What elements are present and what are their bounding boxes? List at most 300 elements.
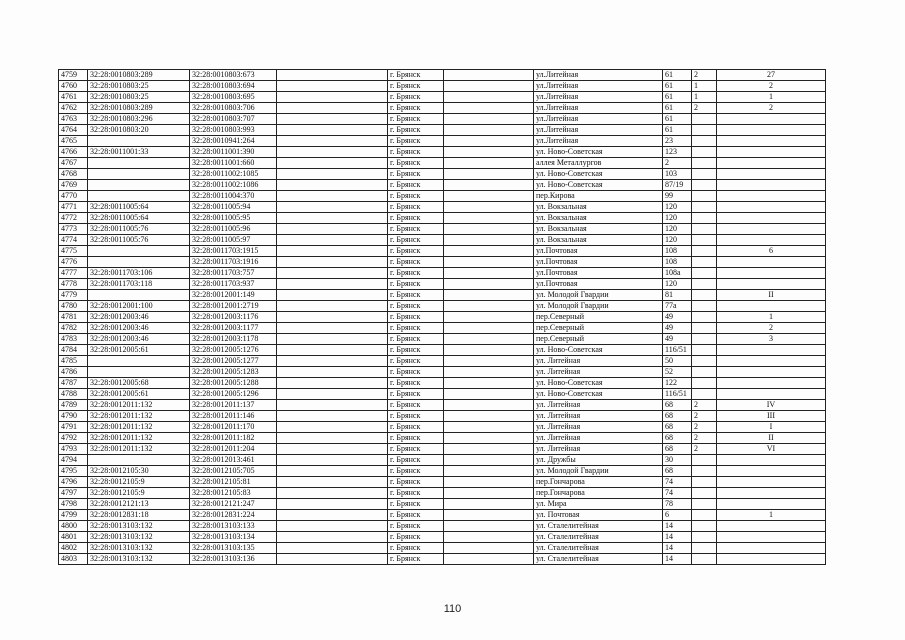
cell-apartment: I: [717, 422, 826, 433]
table-row: [59, 92, 826, 103]
table-row: [59, 411, 826, 422]
cell-house-number: 61: [663, 125, 692, 136]
cell-object-number: 32:28:0013103:135: [190, 543, 277, 554]
cell-row-number: 4778: [59, 279, 88, 290]
cell-blank-column: [277, 411, 388, 422]
cell-apartment: [717, 367, 826, 378]
cell-blank-column-2: [444, 554, 534, 565]
table-row: [59, 301, 826, 312]
cell-apartment: [717, 136, 826, 147]
cell-street: пер.Гончарова: [534, 477, 663, 488]
cell-blank-column-2: [444, 147, 534, 158]
cell-house-number: 68: [663, 422, 692, 433]
cell-street: ул. Дружбы: [534, 455, 663, 466]
cell-blank-column-2: [444, 235, 534, 246]
cell-object-number: 32:28:0012001:149: [190, 290, 277, 301]
cell-city: г. Брянск: [388, 103, 444, 114]
table-row: [59, 158, 826, 169]
cell-parcel-number: 32:28:0011703:106: [88, 268, 190, 279]
cell-house-number: 81: [663, 290, 692, 301]
cell-parcel-number: [88, 191, 190, 202]
cell-city: г. Брянск: [388, 92, 444, 103]
cell-object-number: 32:28:0013103:136: [190, 554, 277, 565]
cell-blank-column: [277, 400, 388, 411]
cell-parcel-number: 32:28:0012011:132: [88, 422, 190, 433]
cell-building: [692, 488, 717, 499]
cell-house-number: 49: [663, 312, 692, 323]
cell-object-number: 32:28:0012005:1277: [190, 356, 277, 367]
cell-row-number: 4768: [59, 169, 88, 180]
cell-apartment: II: [717, 433, 826, 444]
cell-blank-column-2: [444, 499, 534, 510]
cell-building: [692, 147, 717, 158]
cell-street: аллея Металлургов: [534, 158, 663, 169]
cell-city: г. Брянск: [388, 554, 444, 565]
cell-building: 1: [692, 81, 717, 92]
cell-city: г. Брянск: [388, 400, 444, 411]
cell-city: г. Брянск: [388, 499, 444, 510]
cell-city: г. Брянск: [388, 169, 444, 180]
cell-house-number: 123: [663, 147, 692, 158]
table-row: [59, 224, 826, 235]
table-row: [59, 169, 826, 180]
cell-parcel-number: 32:28:0012105:9: [88, 477, 190, 488]
table-row: [59, 81, 826, 92]
table-row: [59, 103, 826, 114]
cell-house-number: 14: [663, 532, 692, 543]
cell-city: г. Брянск: [388, 268, 444, 279]
cell-blank-column: [277, 312, 388, 323]
cell-apartment: [717, 389, 826, 400]
table-row: [59, 477, 826, 488]
cell-row-number: 4797: [59, 488, 88, 499]
cell-street: ул. Ново-Советская: [534, 169, 663, 180]
cell-blank-column-2: [444, 290, 534, 301]
cell-blank-column-2: [444, 136, 534, 147]
cell-street: ул.Литейная: [534, 70, 663, 81]
cell-building: [692, 114, 717, 125]
cell-object-number: 32:28:0011703:757: [190, 268, 277, 279]
cell-blank-column-2: [444, 169, 534, 180]
cell-object-number: 32:28:0012105:83: [190, 488, 277, 499]
cell-parcel-number: 32:28:0010803:289: [88, 103, 190, 114]
cell-street: ул. Литейная: [534, 400, 663, 411]
cell-parcel-number: 32:28:0011703:118: [88, 279, 190, 290]
cell-object-number: 32:28:0011001:390: [190, 147, 277, 158]
cell-house-number: 14: [663, 543, 692, 554]
table-row: [59, 345, 826, 356]
cell-parcel-number: 32:28:0011005:64: [88, 213, 190, 224]
cell-apartment: IV: [717, 400, 826, 411]
cell-house-number: 61: [663, 81, 692, 92]
cell-street: ул. Ново-Советская: [534, 378, 663, 389]
cell-apartment: 3: [717, 334, 826, 345]
cell-object-number: 32:28:0012011:170: [190, 422, 277, 433]
table-row: [59, 125, 826, 136]
cell-object-number: 32:28:0012005:1276: [190, 345, 277, 356]
cell-house-number: 68: [663, 433, 692, 444]
cell-row-number: 4774: [59, 235, 88, 246]
cell-blank-column: [277, 158, 388, 169]
cell-row-number: 4772: [59, 213, 88, 224]
cell-street: ул.Литейная: [534, 92, 663, 103]
cell-apartment: [717, 114, 826, 125]
cell-row-number: 4786: [59, 367, 88, 378]
cell-apartment: [717, 543, 826, 554]
table-row: [59, 356, 826, 367]
cell-row-number: 4773: [59, 224, 88, 235]
cell-street: ул. Ново-Советская: [534, 147, 663, 158]
cell-city: г. Брянск: [388, 202, 444, 213]
cell-parcel-number: [88, 257, 190, 268]
cell-blank-column: [277, 290, 388, 301]
cell-city: г. Брянск: [388, 466, 444, 477]
cell-object-number: 32:28:0010803:706: [190, 103, 277, 114]
cell-city: г. Брянск: [388, 422, 444, 433]
cell-city: г. Брянск: [388, 477, 444, 488]
cell-object-number: 32:28:0011002:1086: [190, 180, 277, 191]
cell-blank-column-2: [444, 81, 534, 92]
cell-building: [692, 290, 717, 301]
cell-object-number: 32:28:0012013:461: [190, 455, 277, 466]
cell-object-number: 32:28:0010803:673: [190, 70, 277, 81]
cell-building: [692, 477, 717, 488]
cell-blank-column: [277, 444, 388, 455]
cell-object-number: 32:28:0011703:1915: [190, 246, 277, 257]
cell-object-number: 32:28:0012005:1288: [190, 378, 277, 389]
cell-street: ул.Почтовая: [534, 257, 663, 268]
table-row: [59, 389, 826, 400]
cell-parcel-number: [88, 180, 190, 191]
cell-apartment: [717, 279, 826, 290]
register-table-body: [59, 70, 826, 565]
cell-house-number: 61: [663, 114, 692, 125]
cell-city: г. Брянск: [388, 279, 444, 290]
cell-blank-column: [277, 279, 388, 290]
cell-building: [692, 334, 717, 345]
cell-building: [692, 455, 717, 466]
cell-blank-column: [277, 202, 388, 213]
cell-object-number: 32:28:0011005:97: [190, 235, 277, 246]
cell-house-number: 49: [663, 323, 692, 334]
cell-object-number: 32:28:0011001:660: [190, 158, 277, 169]
cell-city: г. Брянск: [388, 301, 444, 312]
cell-street: ул. Ново-Советская: [534, 345, 663, 356]
cell-object-number: 32:28:0012005:1296: [190, 389, 277, 400]
cell-house-number: 14: [663, 554, 692, 565]
cell-city: г. Брянск: [388, 488, 444, 499]
table-row: [59, 510, 826, 521]
table-row: [59, 554, 826, 565]
cell-street: ул. Литейная: [534, 433, 663, 444]
cell-city: г. Брянск: [388, 70, 444, 81]
cell-blank-column: [277, 422, 388, 433]
cell-blank-column-2: [444, 411, 534, 422]
cell-building: [692, 301, 717, 312]
cell-city: г. Брянск: [388, 389, 444, 400]
cell-parcel-number: 32:28:0012105:30: [88, 466, 190, 477]
cell-blank-column: [277, 323, 388, 334]
cell-house-number: 99: [663, 191, 692, 202]
cell-city: г. Брянск: [388, 312, 444, 323]
cell-parcel-number: 32:28:0012831:18: [88, 510, 190, 521]
cell-house-number: 74: [663, 488, 692, 499]
cell-object-number: 32:28:0012011:137: [190, 400, 277, 411]
cell-building: [692, 323, 717, 334]
cell-blank-column-2: [444, 422, 534, 433]
cell-blank-column-2: [444, 521, 534, 532]
cell-apartment: 27: [717, 70, 826, 81]
cell-apartment: 1: [717, 92, 826, 103]
cell-row-number: 4792: [59, 433, 88, 444]
cell-blank-column-2: [444, 213, 534, 224]
cell-street: ул. Почтовая: [534, 510, 663, 521]
cell-building: [692, 499, 717, 510]
cell-blank-column: [277, 499, 388, 510]
cell-blank-column-2: [444, 389, 534, 400]
cell-city: г. Брянск: [388, 433, 444, 444]
cell-object-number: 32:28:0012005:1283: [190, 367, 277, 378]
cell-house-number: 120: [663, 235, 692, 246]
cell-house-number: 116/51: [663, 345, 692, 356]
cell-row-number: 4782: [59, 323, 88, 334]
cell-street: пер.Кирова: [534, 191, 663, 202]
cell-row-number: 4791: [59, 422, 88, 433]
cell-house-number: 49: [663, 334, 692, 345]
cell-building: [692, 202, 717, 213]
cell-object-number: 32:28:0012105:81: [190, 477, 277, 488]
cell-street: ул. Ново-Советская: [534, 180, 663, 191]
table-row: [59, 180, 826, 191]
cell-blank-column: [277, 433, 388, 444]
cell-apartment: [717, 191, 826, 202]
cell-parcel-number: 32:28:0013103:132: [88, 532, 190, 543]
cell-row-number: 4767: [59, 158, 88, 169]
cell-blank-column-2: [444, 378, 534, 389]
cell-building: [692, 521, 717, 532]
table-row: [59, 202, 826, 213]
cell-row-number: 4803: [59, 554, 88, 565]
cell-parcel-number: 32:28:0010803:25: [88, 81, 190, 92]
cell-row-number: 4765: [59, 136, 88, 147]
cell-building: [692, 257, 717, 268]
cell-row-number: 4779: [59, 290, 88, 301]
cell-city: г. Брянск: [388, 191, 444, 202]
cell-building: [692, 554, 717, 565]
cell-city: г. Брянск: [388, 158, 444, 169]
cell-street: ул. Сталелитейная: [534, 554, 663, 565]
cell-parcel-number: [88, 356, 190, 367]
cell-building: [692, 389, 717, 400]
cell-blank-column-2: [444, 257, 534, 268]
cell-parcel-number: 32:28:0011001:33: [88, 147, 190, 158]
cell-house-number: 68: [663, 411, 692, 422]
table-row: [59, 191, 826, 202]
cell-blank-column: [277, 466, 388, 477]
cell-row-number: 4776: [59, 257, 88, 268]
cell-object-number: 32:28:0010941:264: [190, 136, 277, 147]
cell-street: ул.Литейная: [534, 81, 663, 92]
cell-object-number: 32:28:0010803:694: [190, 81, 277, 92]
cell-blank-column-2: [444, 246, 534, 257]
cell-row-number: 4763: [59, 114, 88, 125]
cell-street: ул.Почтовая: [534, 246, 663, 257]
cell-row-number: 4777: [59, 268, 88, 279]
table-row: [59, 488, 826, 499]
cell-house-number: 120: [663, 213, 692, 224]
cell-apartment: 2: [717, 103, 826, 114]
cell-object-number: 32:28:0010803:993: [190, 125, 277, 136]
cell-city: г. Брянск: [388, 180, 444, 191]
cell-blank-column-2: [444, 202, 534, 213]
table-row: [59, 378, 826, 389]
cell-building: [692, 345, 717, 356]
cell-row-number: 4788: [59, 389, 88, 400]
table-row: [59, 521, 826, 532]
table-row: [59, 444, 826, 455]
cell-object-number: 32:28:0012011:182: [190, 433, 277, 444]
table-row: [59, 323, 826, 334]
cell-building: [692, 279, 717, 290]
cell-house-number: 78: [663, 499, 692, 510]
table-row: [59, 532, 826, 543]
cell-house-number: 6: [663, 510, 692, 521]
cell-building: [692, 213, 717, 224]
cell-parcel-number: 32:28:0012005:61: [88, 345, 190, 356]
table-row: [59, 312, 826, 323]
cell-parcel-number: 32:28:0012005:68: [88, 378, 190, 389]
cell-building: [692, 356, 717, 367]
cell-row-number: 4795: [59, 466, 88, 477]
cell-building: [692, 466, 717, 477]
cell-building: [692, 169, 717, 180]
cell-blank-column-2: [444, 224, 534, 235]
cell-parcel-number: 32:28:0012011:132: [88, 411, 190, 422]
cell-street: ул. Сталелитейная: [534, 543, 663, 554]
cell-street: ул. Мира: [534, 499, 663, 510]
cell-street: пер.Гончарова: [534, 488, 663, 499]
cell-parcel-number: [88, 169, 190, 180]
cell-parcel-number: 32:28:0012011:132: [88, 400, 190, 411]
cell-row-number: 4764: [59, 125, 88, 136]
cell-city: г. Брянск: [388, 543, 444, 554]
cell-blank-column: [277, 103, 388, 114]
table-row: [59, 400, 826, 411]
cell-blank-column: [277, 334, 388, 345]
cell-object-number: 32:28:0012001:2719: [190, 301, 277, 312]
cell-object-number: 32:28:0010803:707: [190, 114, 277, 125]
table-row: [59, 114, 826, 125]
cell-apartment: [717, 180, 826, 191]
cell-apartment: [717, 477, 826, 488]
cell-apartment: 2: [717, 81, 826, 92]
cell-object-number: 32:28:0012011:146: [190, 411, 277, 422]
cell-city: г. Брянск: [388, 532, 444, 543]
cell-blank-column-2: [444, 312, 534, 323]
cell-blank-column: [277, 455, 388, 466]
cell-street: ул. Сталелитейная: [534, 532, 663, 543]
cell-parcel-number: 32:28:0012001:100: [88, 301, 190, 312]
cell-row-number: 4801: [59, 532, 88, 543]
cell-house-number: 61: [663, 92, 692, 103]
cell-house-number: 120: [663, 279, 692, 290]
cell-street: ул.Литейная: [534, 114, 663, 125]
cell-object-number: 32:28:0010803:695: [190, 92, 277, 103]
cell-object-number: 32:28:0012105:705: [190, 466, 277, 477]
table-row: [59, 455, 826, 466]
page-number: 110: [443, 603, 462, 615]
cell-row-number: 4761: [59, 92, 88, 103]
cell-blank-column-2: [444, 345, 534, 356]
cell-blank-column: [277, 268, 388, 279]
cell-building: [692, 312, 717, 323]
cell-building: [692, 191, 717, 202]
cell-apartment: III: [717, 411, 826, 422]
cell-parcel-number: [88, 367, 190, 378]
cell-row-number: 4800: [59, 521, 88, 532]
cell-parcel-number: 32:28:0012121:13: [88, 499, 190, 510]
table-row: [59, 367, 826, 378]
cell-city: г. Брянск: [388, 213, 444, 224]
cell-apartment: [717, 345, 826, 356]
cell-apartment: [717, 488, 826, 499]
cell-building: [692, 246, 717, 257]
cell-apartment: [717, 521, 826, 532]
cell-street: ул.Почтовая: [534, 279, 663, 290]
cell-apartment: 1: [717, 510, 826, 521]
cell-house-number: 52: [663, 367, 692, 378]
cell-row-number: 4790: [59, 411, 88, 422]
cell-blank-column: [277, 114, 388, 125]
cell-apartment: [717, 125, 826, 136]
cell-apartment: [717, 202, 826, 213]
cell-house-number: 116/51: [663, 389, 692, 400]
cell-apartment: 1: [717, 312, 826, 323]
cell-street: пер.Северный: [534, 334, 663, 345]
cell-house-number: 61: [663, 70, 692, 81]
cell-row-number: 4783: [59, 334, 88, 345]
cell-house-number: 30: [663, 455, 692, 466]
cell-object-number: 32:28:0011005:96: [190, 224, 277, 235]
cell-row-number: 4766: [59, 147, 88, 158]
cell-street: ул. Ново-Советская: [534, 389, 663, 400]
cell-city: г. Брянск: [388, 246, 444, 257]
cell-blank-column-2: [444, 191, 534, 202]
cell-row-number: 4796: [59, 477, 88, 488]
cell-object-number: 32:28:0012003:1178: [190, 334, 277, 345]
cell-city: г. Брянск: [388, 125, 444, 136]
cell-apartment: [717, 158, 826, 169]
register-table: [58, 69, 826, 565]
cell-object-number: 32:28:0013103:133: [190, 521, 277, 532]
cell-row-number: 4780: [59, 301, 88, 312]
cell-blank-column-2: [444, 103, 534, 114]
cell-house-number: 68: [663, 400, 692, 411]
cell-blank-column: [277, 521, 388, 532]
cell-blank-column: [277, 235, 388, 246]
cell-building: 2: [692, 422, 717, 433]
cell-blank-column: [277, 389, 388, 400]
cell-apartment: 6: [717, 246, 826, 257]
cell-apartment: [717, 356, 826, 367]
cell-blank-column: [277, 257, 388, 268]
cell-apartment: [717, 235, 826, 246]
cell-blank-column-2: [444, 455, 534, 466]
cell-parcel-number: 32:28:0010803:289: [88, 70, 190, 81]
table-row: [59, 290, 826, 301]
cell-city: г. Брянск: [388, 411, 444, 422]
cell-blank-column-2: [444, 510, 534, 521]
